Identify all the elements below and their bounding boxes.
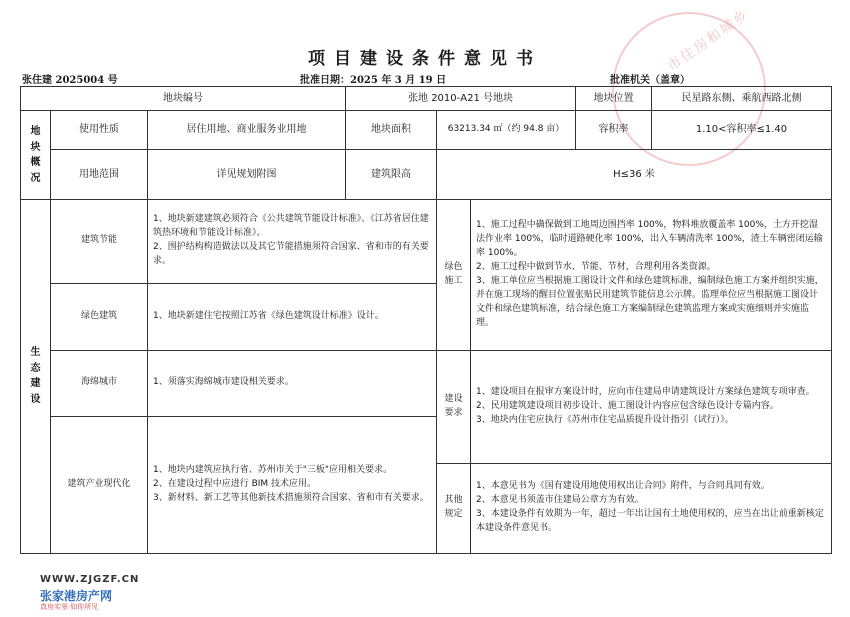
approval-authority: 批准机关（盖章） bbox=[610, 75, 690, 86]
building-energy-item: 2、围护结构构造做法以及其它节能措施须符合国家、省和市的有关要求。 bbox=[153, 242, 429, 267]
plot-location-label: 地块位置 bbox=[576, 87, 652, 111]
approval-date: 批准日期：2025 年 3 月 19 日 bbox=[300, 75, 447, 86]
other-provision-item: 3、本建设条件有效期为一年，超过一年出让国有土地使用权的，应当在出让前重新核定本建设条件意见书。 bbox=[476, 509, 824, 534]
far-label: 容积率 bbox=[576, 111, 652, 150]
plot-location-value: 民星路东侧、乘航西路北侧 bbox=[652, 87, 832, 111]
height-limit-value: H≤36 米 bbox=[437, 149, 832, 199]
green-construction-label: 绿色施工 bbox=[437, 199, 471, 350]
green-building-label: 绿色建筑 bbox=[51, 283, 148, 350]
far-value: 1.10<容积率≤1.40 bbox=[652, 111, 832, 150]
document-number: 张住建 2025004 号 bbox=[22, 75, 118, 86]
sponge-city-label: 海绵城市 bbox=[51, 350, 148, 416]
conditions-table bbox=[20, 86, 832, 554]
watermark-slogan: 真房实景·如你所见 bbox=[40, 603, 99, 611]
eco-construction-group-label: 生态建设 bbox=[21, 199, 51, 553]
green-building-item: 1、地块新建住宅按照江苏省《绿色建筑设计标准》设计。 bbox=[153, 310, 384, 321]
sponge-city-item: 1、须落实海绵城市建设相关要求。 bbox=[153, 377, 294, 388]
land-use-value: 居住用地、商业服务业用地 bbox=[148, 111, 346, 150]
watermark-site-name: 张家港房产网 bbox=[40, 589, 113, 603]
construction-requirement-item: 1、建设项目在报审方案设计时，应向市住建局申请建筑设计方案绿色建筑专项审查。 bbox=[476, 386, 815, 397]
green-construction-content bbox=[471, 199, 832, 350]
building-energy-label: 建筑节能 bbox=[51, 199, 148, 283]
prefab-construction-label: 建筑产业现代化 bbox=[51, 416, 148, 553]
prefab-construction-item: 2、在建设过程中应进行 BIM 技术应用。 bbox=[153, 478, 317, 489]
green-building-content bbox=[148, 283, 437, 350]
plot-area-value: 63213.34 ㎡（约 94.8 亩） bbox=[437, 111, 576, 150]
plot-area-label: 地块面积 bbox=[346, 111, 437, 150]
building-energy-item: 1、地块新建建筑必须符合《公共建筑节能设计标准》、《江苏省居住建筑热环境和节能设计标准》。 bbox=[153, 214, 429, 239]
other-provision-item: 1、本意见书为《国有建设用地使用权出让合同》附件，与合同具同有效。 bbox=[476, 481, 770, 492]
plot-overview-group-label: 地块概况 bbox=[21, 111, 51, 199]
green-construction-item: 2、施工过程中做到节水、节能、节材，合理利用各类资源。 bbox=[476, 261, 716, 272]
construction-requirements-label: 建设要求 bbox=[437, 350, 471, 463]
construction-requirement-item: 2、民用建筑建设项目初步设计、施工图设计内容应包含绿色设计专篇内容。 bbox=[476, 400, 779, 411]
land-use-label: 使用性质 bbox=[51, 111, 148, 150]
document-title: 项目建设条件意见书 bbox=[308, 49, 542, 69]
prefab-construction-item: 1、地块内建筑应执行省、苏州市关于"三板"应用相关要求。 bbox=[153, 465, 393, 476]
plot-number-label: 地块编号 bbox=[21, 87, 346, 111]
green-construction-item: 3、施工单位应当根据施工图设计文件和绿色建筑标准，编制绿色施工方案并组织实施，并在施工现场的醒目位置张贴民用建筑节能信息公示牌。监理单位应当根据施工图设计文件和绿色建筑标准，结合绿色施工方案编制绿色建筑监理方案或实施细则并实施监理。 bbox=[476, 275, 824, 328]
other-provisions-content bbox=[471, 463, 832, 553]
construction-requirements-content bbox=[471, 350, 832, 463]
official-seal-text: 市住房和城乡 bbox=[664, 6, 753, 75]
other-provisions-label: 其他规定 bbox=[437, 463, 471, 553]
prefab-construction-item: 3、新材料、新工艺等其他新技术措施须符合国家、省和市有关要求。 bbox=[153, 492, 429, 503]
plot-number-value: 张地 2010-A21 号地块 bbox=[346, 87, 576, 111]
land-range-label: 用地范围 bbox=[51, 149, 148, 199]
green-construction-item: 1、施工过程中确保做到工地周边围挡率 100%，物料堆放覆盖率 100%，土方开挖湿法作业率 100%，临时道路硬化率 100%，出入车辆清洗率 100%，渣土车辆密闭运输率 100%。 bbox=[476, 220, 823, 258]
watermark-url: WWW.ZJGZF.CN bbox=[40, 574, 140, 585]
prefab-construction-content bbox=[148, 416, 437, 553]
sponge-city-content bbox=[148, 350, 437, 416]
land-range-value: 详见规划附图 bbox=[148, 149, 346, 199]
other-provision-item: 2、本意见书须盖市住建局公章方为有效。 bbox=[476, 495, 644, 506]
height-limit-label: 建筑限高 bbox=[346, 149, 437, 199]
construction-requirement-item: 3、地块内住宅应执行《苏州市住宅品质提升设计指引（试行）》。 bbox=[476, 414, 734, 425]
building-energy-content bbox=[148, 199, 437, 283]
